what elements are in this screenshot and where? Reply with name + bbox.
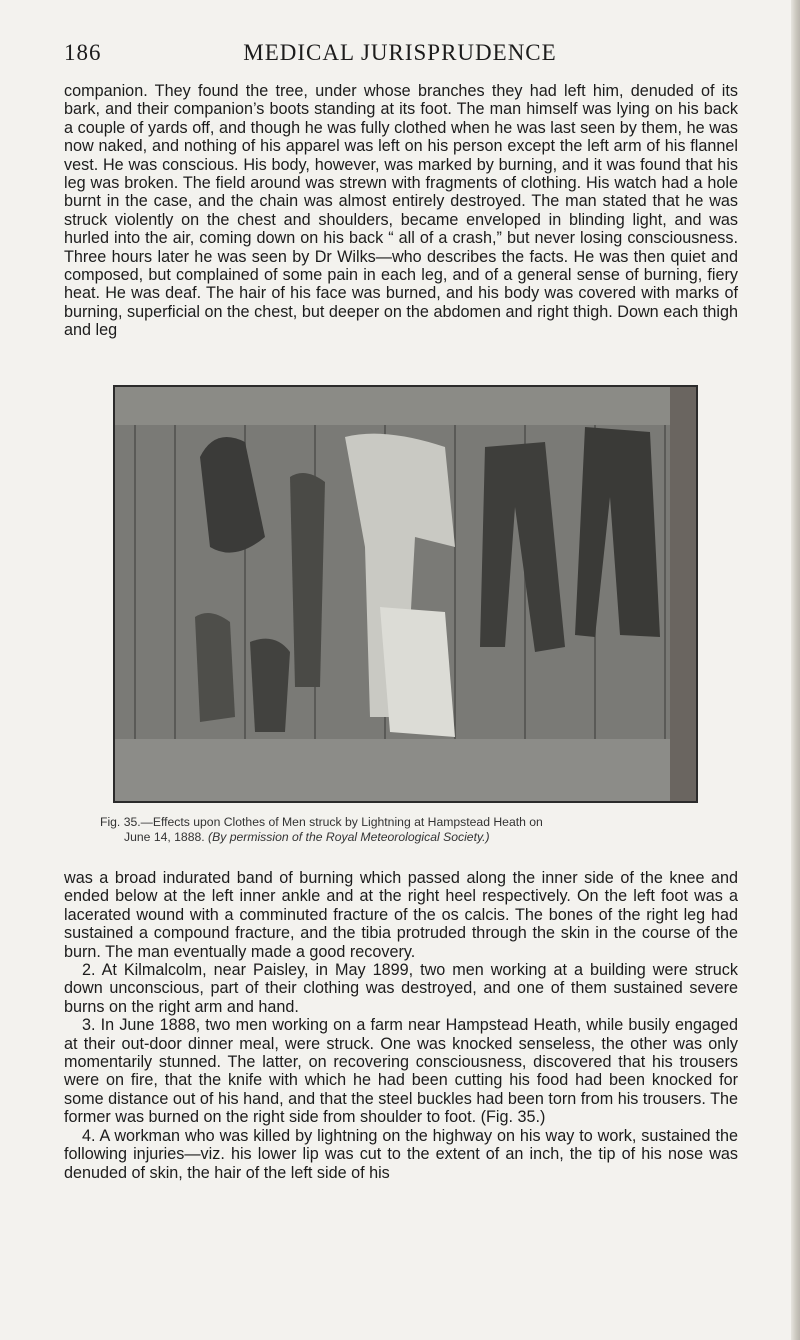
caption-line-1: Fig. 35.—Effects upon Clothes of Men struck by Lightning at Hampstead Heath on (100, 815, 543, 829)
running-title: MEDICAL JURISPRUDENCE (243, 40, 557, 65)
page-number: 186 (64, 40, 102, 65)
caption-line-2 (100, 830, 720, 845)
page-edge (791, 0, 800, 1340)
caption-date: June 14, 1888. (124, 830, 209, 844)
figure-photograph (113, 385, 698, 803)
caption-credit: (By permission of the Royal Meteorological Society.) (208, 830, 490, 844)
top-paragraph (64, 82, 738, 340)
paragraph-case-3: 3. In June 1888, two men working on a farm near Hampstead Heath, while busily engaged at their out-door dinner meal, were struck. One was knocked senseless, the other was only momentarily stunned. The latter, on recovering consciousness, discovered that his trousers were on fire, that the knife with which he had been cutting his food had been knocked for some distance out of his hand, and that the steel buckles had been torn from his trousers. The former was burned on the right side from shoulder to foot. (Fig. 35.) (64, 1016, 738, 1127)
paragraph-text: companion. They found the tree, under whose branches they had left him, denuded of its bark, and their companion’s boots standing at its foot. The man himself was lying on his back a couple of yards off, and though he was fully clothed when he was last seen by them, he was now naked, and nothing of his apparel was left on his person except the left arm of his flannel vest. He was conscious. His body, however, was marked by burning, and it was found that his leg was broken. The field around was strewn with fragments of clothing. His watch had a hole burnt in the case, and the chain was almost entirely destroyed. The man stated that he was struck violently on the chest and shoulders, became enveloped in blinding light, and was hurled into the air, coming down on his back “ all of a crash,” but never losing consciousness. Three hours later he was seen by Dr Wilks—who describes the facts. He was then quiet and composed, but complained of some pain in each leg, and of a general sense of burning, fiery heat. He was deaf. The hair of his face was burned, and his body was covered with marks of burning, superficial on the chest, but deeper on the abdomen and right thigh. Down each thigh and leg (64, 82, 738, 340)
page-header (64, 40, 736, 68)
paragraph-case-4: 4. A workman who was killed by lightning on the highway on his way to work, sustained the following injuries—viz. his lower lip was cut to the extent of an inch, the tip of his nose was denuded of skin, the hair of the left side of his (64, 1126, 738, 1182)
paragraph-case-2: 2. At Kilmalcolm, near Paisley, in May 1899, two men working at a building were struck down unconscious, part of their clothing was destroyed, and one of them sustained severe burns on the right arm and hand. (64, 961, 738, 1016)
clothes-photo-illustration (115, 387, 696, 801)
bottom-text (64, 869, 738, 1182)
paragraph-text: was a broad indurated band of burning which passed along the inner side of the knee and ended below at the left inner ankle and at the right heel respectively. On the left foot was a lacerated wound with a comminuted fracture of the os calcis. The bones of the right leg had sustained a compound fracture, and the tibia protruded through the skin in the course of the burn. The man eventually made a good recovery. (64, 869, 738, 961)
figure-caption (100, 815, 720, 845)
